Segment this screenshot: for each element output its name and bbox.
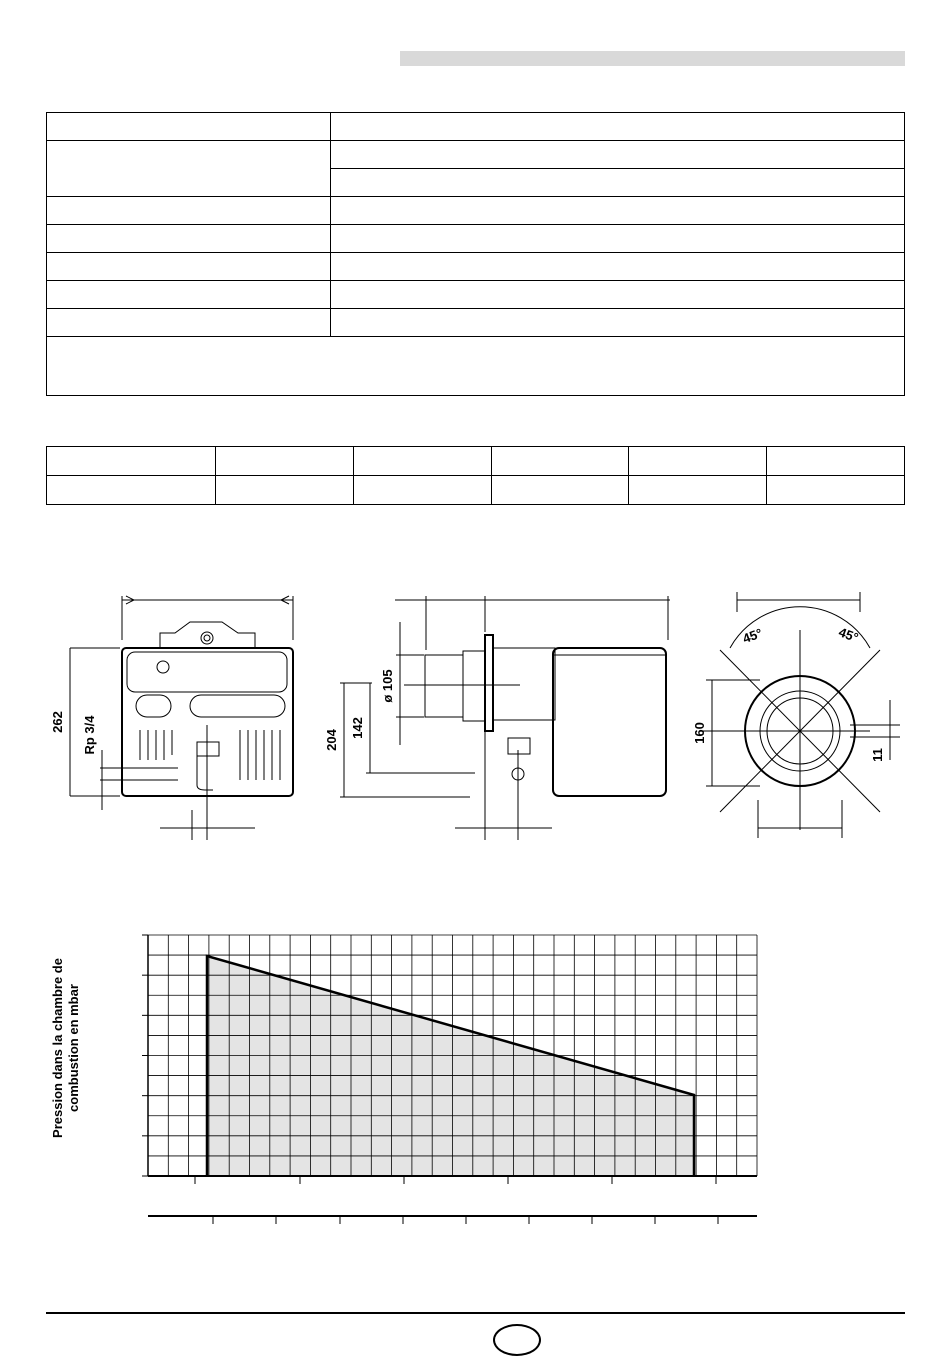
page-number-oval [493, 1324, 541, 1356]
chart-ylabel: Pression dans la chambre decombustion en mbar [50, 958, 81, 1138]
dim-rp: Rp 3/4 [82, 715, 97, 755]
table-row [47, 281, 905, 309]
footer-line [46, 1312, 905, 1314]
table-row [47, 225, 905, 253]
front-view [70, 596, 293, 840]
table-row [47, 253, 905, 281]
dimension-drawing [0, 560, 950, 860]
table-row [47, 309, 905, 337]
models-table [46, 446, 905, 505]
chart-svg [0, 900, 950, 1240]
specs-table [46, 112, 905, 396]
angle-left: 45° [740, 625, 765, 647]
table-row [47, 141, 905, 169]
header-bar [400, 51, 905, 66]
dim-142: 142 [350, 717, 365, 739]
dim-262: 262 [50, 711, 65, 733]
dim-160: 160 [692, 722, 707, 744]
flange-view [700, 592, 900, 838]
dim-204: 204 [324, 729, 339, 751]
angle-right: 45° [836, 624, 861, 646]
side-view [340, 596, 670, 840]
chart [0, 900, 950, 1240]
dim-11: 11 [870, 748, 885, 762]
dim-105: ø 105 [380, 669, 395, 703]
table-row [47, 447, 905, 476]
table-row [47, 337, 905, 396]
table-row [47, 197, 905, 225]
table-row [47, 113, 905, 141]
table-row [47, 476, 905, 505]
chart-area [207, 956, 694, 1176]
